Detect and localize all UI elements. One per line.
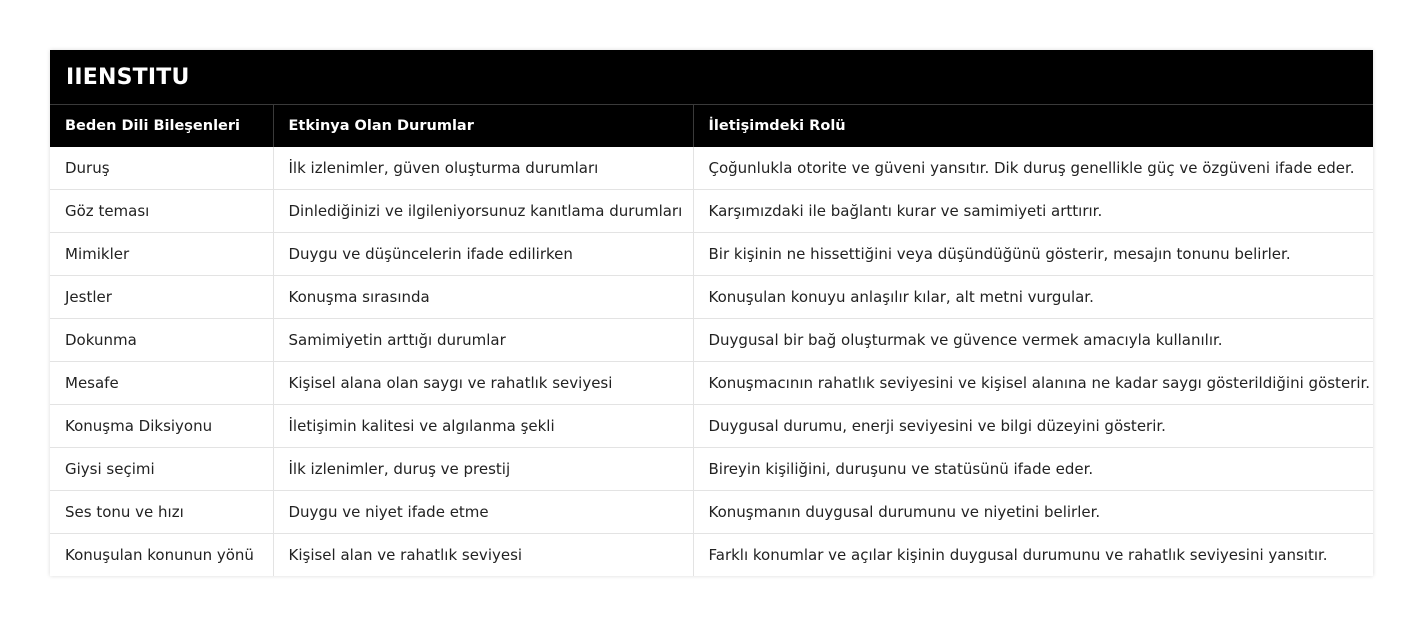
table-row — [50, 319, 1373, 362]
cell-role: Duygusal durumu, enerji seviyesini ve bilgi düzeyini gösterir. — [693, 405, 1373, 448]
cell-component: Ses tonu ve hızı — [50, 491, 273, 534]
table-row — [50, 147, 1373, 190]
column-header-components: Beden Dili Bileşenleri — [50, 105, 273, 148]
table-row — [50, 491, 1373, 534]
cell-situation: Samimiyetin arttığı durumlar — [273, 319, 693, 362]
cell-component: Mimikler — [50, 233, 273, 276]
cell-component: Giysi seçimi — [50, 448, 273, 491]
table-row — [50, 448, 1373, 491]
table-row — [50, 276, 1373, 319]
cell-situation: Kişisel alana olan saygı ve rahatlık seviyesi — [273, 362, 693, 405]
cell-role: Konuşmacının rahatlık seviyesini ve kişisel alanına ne kadar saygı gösterildiğini gösterir. — [693, 362, 1373, 405]
cell-situation: Kişisel alan ve rahatlık seviyesi — [273, 534, 693, 577]
table-row — [50, 233, 1373, 276]
cell-situation: Konuşma sırasında — [273, 276, 693, 319]
table-row — [50, 190, 1373, 233]
table-row — [50, 362, 1373, 405]
cell-component: Jestler — [50, 276, 273, 319]
cell-component: Göz teması — [50, 190, 273, 233]
cell-situation: Duygu ve düşüncelerin ifade edilirken — [273, 233, 693, 276]
cell-situation: İlk izlenimler, duruş ve prestij — [273, 448, 693, 491]
cell-situation: İletişimin kalitesi ve algılanma şekli — [273, 405, 693, 448]
table-header-row — [50, 105, 1373, 148]
table-caption-row — [50, 50, 1373, 105]
column-header-role: İletişimdeki Rolü — [693, 105, 1373, 148]
cell-situation: Dinlediğinizi ve ilgileniyorsunuz kanıtlama durumları — [273, 190, 693, 233]
body-language-table — [50, 50, 1373, 576]
cell-role: Konuşmanın duygusal durumunu ve niyetini belirler. — [693, 491, 1373, 534]
cell-role: Karşımızdaki ile bağlantı kurar ve samimiyeti arttırır. — [693, 190, 1373, 233]
cell-component: Konuşulan konunun yönü — [50, 534, 273, 577]
cell-situation: Duygu ve niyet ifade etme — [273, 491, 693, 534]
column-header-situations: Etkinya Olan Durumlar — [273, 105, 693, 148]
cell-role: Bireyin kişiliğini, duruşunu ve statüsünü ifade eder. — [693, 448, 1373, 491]
cell-situation: İlk izlenimler, güven oluşturma durumları — [273, 147, 693, 190]
cell-role: Konuşulan konuyu anlaşılır kılar, alt metni vurgular. — [693, 276, 1373, 319]
data-table-container — [50, 50, 1373, 576]
cell-role: Çoğunlukla otorite ve güveni yansıtır. Dik duruş genellikle güç ve özgüveni ifade eder. — [693, 147, 1373, 190]
cell-role: Farklı konumlar ve açılar kişinin duygusal durumunu ve rahatlık seviyesini yansıtır. — [708, 546, 1328, 564]
cell-component: Konuşma Diksiyonu — [50, 405, 273, 448]
cell-component: Duruş — [50, 147, 273, 190]
cell-component: Mesafe — [50, 362, 273, 405]
table-row — [50, 534, 1373, 577]
cell-role: Bir kişinin ne hissettiğini veya düşündüğünü gösterir, mesajın tonunu belirler. — [693, 233, 1373, 276]
table-row — [50, 405, 1373, 448]
cell-component: Dokunma — [50, 319, 273, 362]
table-title: IIENSTITU — [50, 50, 1373, 105]
cell-role: Duygusal bir bağ oluşturmak ve güvence vermek amacıyla kullanılır. — [693, 319, 1373, 362]
